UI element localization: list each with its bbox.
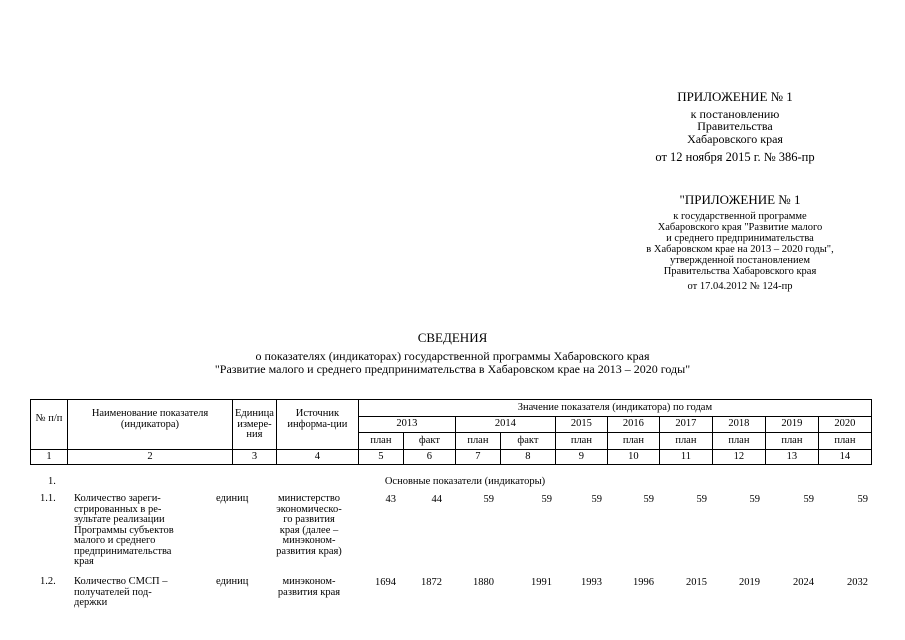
header-year: 2019 [765, 417, 818, 433]
column-number: 4 [276, 450, 358, 465]
row-value: 1996 [633, 577, 654, 588]
row-value: 59 [541, 494, 552, 505]
row-value: 1993 [581, 577, 602, 588]
column-number: 6 [403, 450, 455, 465]
row-value: 59 [749, 494, 760, 505]
row-source [262, 577, 356, 598]
header-plan: план [555, 433, 607, 450]
row-number: 1.2. [40, 576, 56, 587]
row-value: 59 [696, 494, 707, 505]
appendix-2-line: Правительства Хабаровского края [663, 265, 817, 277]
document-title: СВЕДЕНИЯ [417, 330, 488, 345]
row-source-line: экономическо- [276, 503, 342, 515]
row-source-line: минэконом- [282, 576, 336, 587]
row-source-line: развития края [277, 586, 341, 598]
indicators-table [30, 399, 872, 465]
column-number: 12 [712, 450, 765, 465]
header-fact: факт [403, 433, 455, 450]
column-number: 2 [68, 450, 233, 465]
row-name [74, 494, 234, 568]
appendix-2-line: Хабаровского края "Развитие малого [657, 221, 823, 233]
row-value: 59 [591, 494, 602, 505]
header-fact: факт [500, 433, 555, 450]
row-name-line: малого и среднего [74, 535, 156, 546]
row-name-line: предпринимательства [74, 545, 172, 557]
column-number: 11 [659, 450, 712, 465]
row-value: 59 [643, 494, 654, 505]
appendix-1-line: Правительства [697, 119, 773, 134]
row-value: 2032 [847, 577, 868, 588]
header-plan: план [358, 433, 403, 450]
row-unit: единиц [216, 493, 249, 504]
appendix-header-2 [610, 193, 870, 292]
header-year: 2015 [555, 417, 607, 433]
row-value: 1872 [421, 577, 442, 588]
column-number: 14 [818, 450, 871, 465]
appendix-header-1 [620, 90, 850, 165]
row-source [262, 494, 356, 557]
header-year: 2017 [659, 417, 712, 433]
header-values-group: Значение показателя (индикатора) по годам [358, 400, 871, 417]
row-value: 2024 [793, 577, 814, 588]
appendix-2-heading: "ПРИЛОЖЕНИЕ № 1 [679, 192, 801, 207]
section-title: Основные показатели (индикаторы) [384, 476, 546, 487]
header-year: 2013 [358, 417, 455, 433]
header-year: 2016 [607, 417, 659, 433]
row-name [74, 577, 234, 609]
row-value: 1991 [531, 577, 552, 588]
column-number: 9 [555, 450, 607, 465]
row-name-line: края [74, 556, 94, 567]
subtitle-line: "Развитие малого и среднего предпринимательства в Хабаровском крае на 2013 – 2020 годы" [214, 362, 691, 377]
row-unit: единиц [216, 576, 249, 587]
header-name: Наименование показателя (индикатора) [68, 400, 233, 450]
appendix-2-date: от 17.04.2012 № 124-пр [687, 280, 793, 292]
row-source-line: го развития [283, 514, 335, 525]
appendix-2-line: утвержденной постановлением [670, 254, 810, 266]
row-name-line: получателей под- [74, 586, 152, 598]
row-number: 1.1. [40, 493, 56, 504]
header-year: 2018 [712, 417, 765, 433]
appendix-2-line: в Хабаровском крае на 2013 – 2020 годы", [646, 243, 834, 255]
row-value: 59 [483, 494, 494, 505]
row-value: 2019 [739, 577, 760, 588]
appendix-1-date: от 12 ноября 2015 г. № 386-пр [655, 150, 815, 165]
row-value: 1694 [375, 577, 396, 588]
appendix-2-line: к государственной программе [673, 210, 807, 222]
header-plan: план [765, 433, 818, 450]
section-number: 1. [48, 476, 56, 487]
column-number: 5 [358, 450, 403, 465]
row-value: 59 [857, 494, 868, 505]
row-source-line: министерство [277, 493, 341, 504]
row-source-line: минэконом- [282, 535, 336, 546]
header-plan: план [659, 433, 712, 450]
column-number: 1 [31, 450, 68, 465]
header-source: Источник информа-ции [276, 400, 358, 450]
header-year: 2020 [818, 417, 871, 433]
row-name-line: зультате реализации [74, 514, 165, 525]
appendix-2-line: и среднего предпринимательства [666, 232, 814, 244]
header-year: 2014 [455, 417, 555, 433]
appendix-1-heading: ПРИЛОЖЕНИЕ № 1 [677, 89, 793, 104]
header-plan: план [607, 433, 659, 450]
header-plan: план [818, 433, 871, 450]
row-name-line: стрированных в ре- [74, 503, 162, 515]
row-name-line: держки [74, 597, 108, 608]
row-source-line: края (далее – [279, 524, 339, 536]
row-value: 59 [803, 494, 814, 505]
row-name-line: Программы субъектов [74, 524, 174, 536]
document-subtitle [0, 350, 905, 376]
column-number: 7 [455, 450, 500, 465]
column-number: 3 [233, 450, 277, 465]
header-plan: план [712, 433, 765, 450]
header-unit: Единица измере-ния [233, 400, 277, 450]
row-value: 1880 [473, 577, 494, 588]
subtitle-line: о показателях (индикаторах) государственной программы Хабаровского края [255, 349, 650, 363]
row-value: 43 [385, 494, 396, 505]
column-number: 10 [607, 450, 659, 465]
row-name-line: Количество зареги- [74, 493, 161, 504]
header-num: № п/п [31, 400, 68, 450]
row-value: 44 [431, 494, 442, 505]
appendix-1-line: Хабаровского края [687, 131, 783, 146]
column-number: 8 [500, 450, 555, 465]
appendix-1-line: к постановлению [690, 106, 780, 121]
row-value: 2015 [686, 577, 707, 588]
header-plan: план [455, 433, 500, 450]
column-number: 13 [765, 450, 818, 465]
row-source-line: развития края) [276, 545, 342, 557]
row-name-line: Количество СМСП – [74, 576, 168, 587]
